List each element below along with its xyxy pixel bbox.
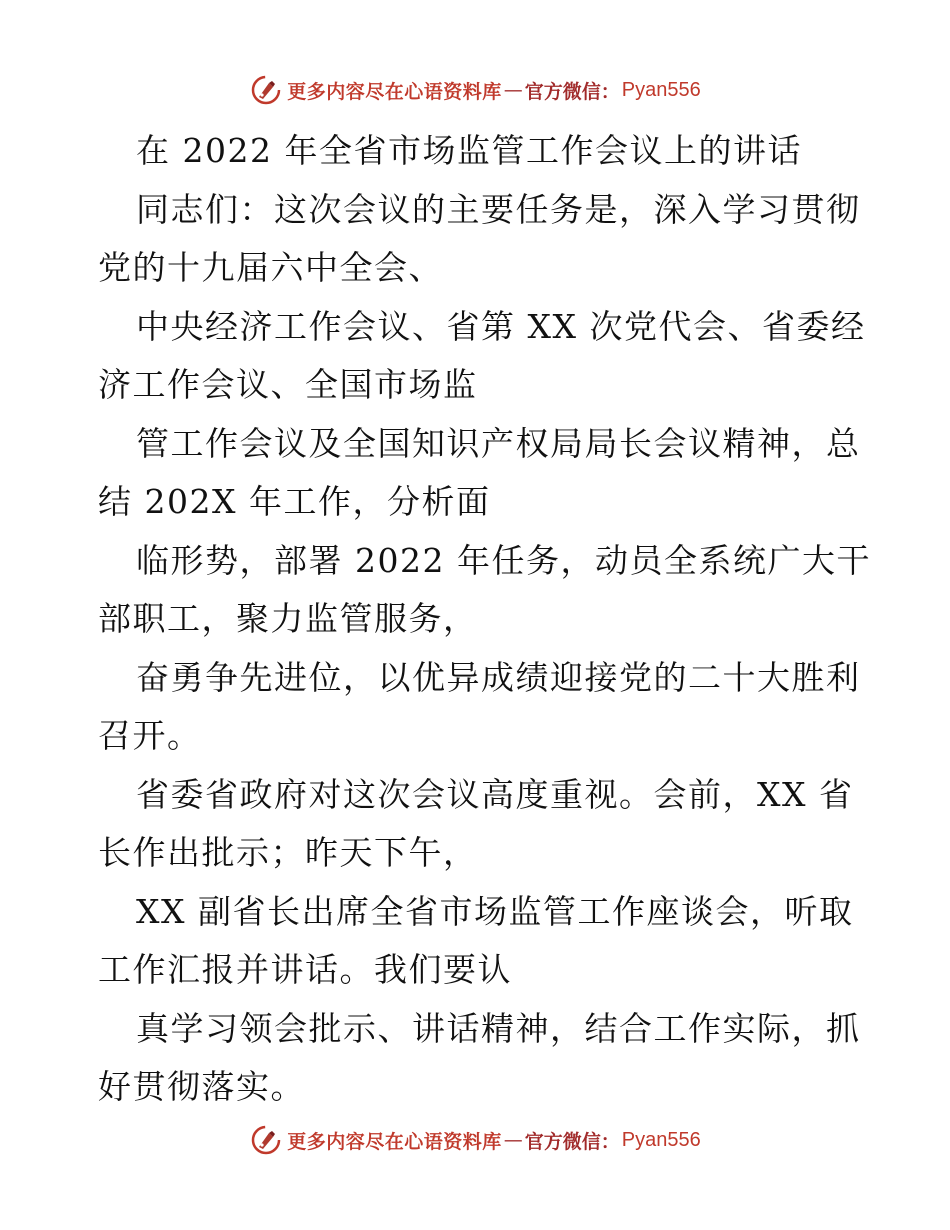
- pen-nib-icon: [249, 73, 283, 107]
- document-title: 在 2022 年全省市场监管工作会议上的讲话: [136, 131, 802, 170]
- banner-dash: —: [503, 1129, 523, 1151]
- paragraph-line: 省委省政府对这次会议高度重视。会前，XX 省: [136, 774, 854, 814]
- document-body: [98, 122, 871, 1117]
- paragraph-line: 管工作会议及全国知识产权局局长会议精神，总: [136, 423, 861, 463]
- header-banner: [0, 70, 950, 110]
- paragraph-line: 奋勇争先进位，以优异成绩迎接党的二十大胜利: [136, 657, 861, 697]
- footer-banner: [0, 1120, 950, 1160]
- banner-text: 更多内容尽在心语资料库: [287, 1130, 502, 1153]
- paragraph-line: 工作汇报并讲话。我们要认: [98, 950, 512, 989]
- pen-nib-icon: [249, 1123, 283, 1157]
- paragraph-line: 长作出批示；昨天下午，: [98, 833, 478, 872]
- banner-wechat-label: 官方微信：: [524, 1130, 620, 1153]
- paragraph-line: 召开。: [98, 716, 202, 755]
- paragraph-line: 临形势，部署 2022 年任务，动员全系统广大干: [136, 540, 871, 580]
- banner-wechat-id: Pyan556: [621, 78, 701, 101]
- banner-text: 更多内容尽在心语资料库: [287, 80, 502, 103]
- paragraph-line: 好贯彻落实。: [98, 1067, 305, 1106]
- paragraph-line: 结 202X 年工作，分析面: [98, 482, 491, 521]
- banner-dash: —: [503, 79, 523, 101]
- banner-wechat-label: 官方微信：: [524, 80, 620, 103]
- banner-wechat-id: Pyan556: [621, 1128, 701, 1151]
- paragraph-line: XX 副省长出席全省市场监管工作座谈会，听取: [136, 891, 854, 931]
- paragraph-line: 党的十九届六中全会、: [98, 248, 443, 287]
- paragraph-line: 部职工，聚力监管服务，: [98, 599, 478, 638]
- paragraph-line: 济工作会议、全国市场监: [98, 365, 478, 404]
- paragraph-line: 同志们：这次会议的主要任务是，深入学习贯彻: [136, 189, 861, 229]
- paragraph-line: 真学习领会批示、讲话精神，结合工作实际，抓: [136, 1008, 861, 1048]
- paragraph-line: 中央经济工作会议、省第 XX 次党代会、省委经: [136, 306, 866, 346]
